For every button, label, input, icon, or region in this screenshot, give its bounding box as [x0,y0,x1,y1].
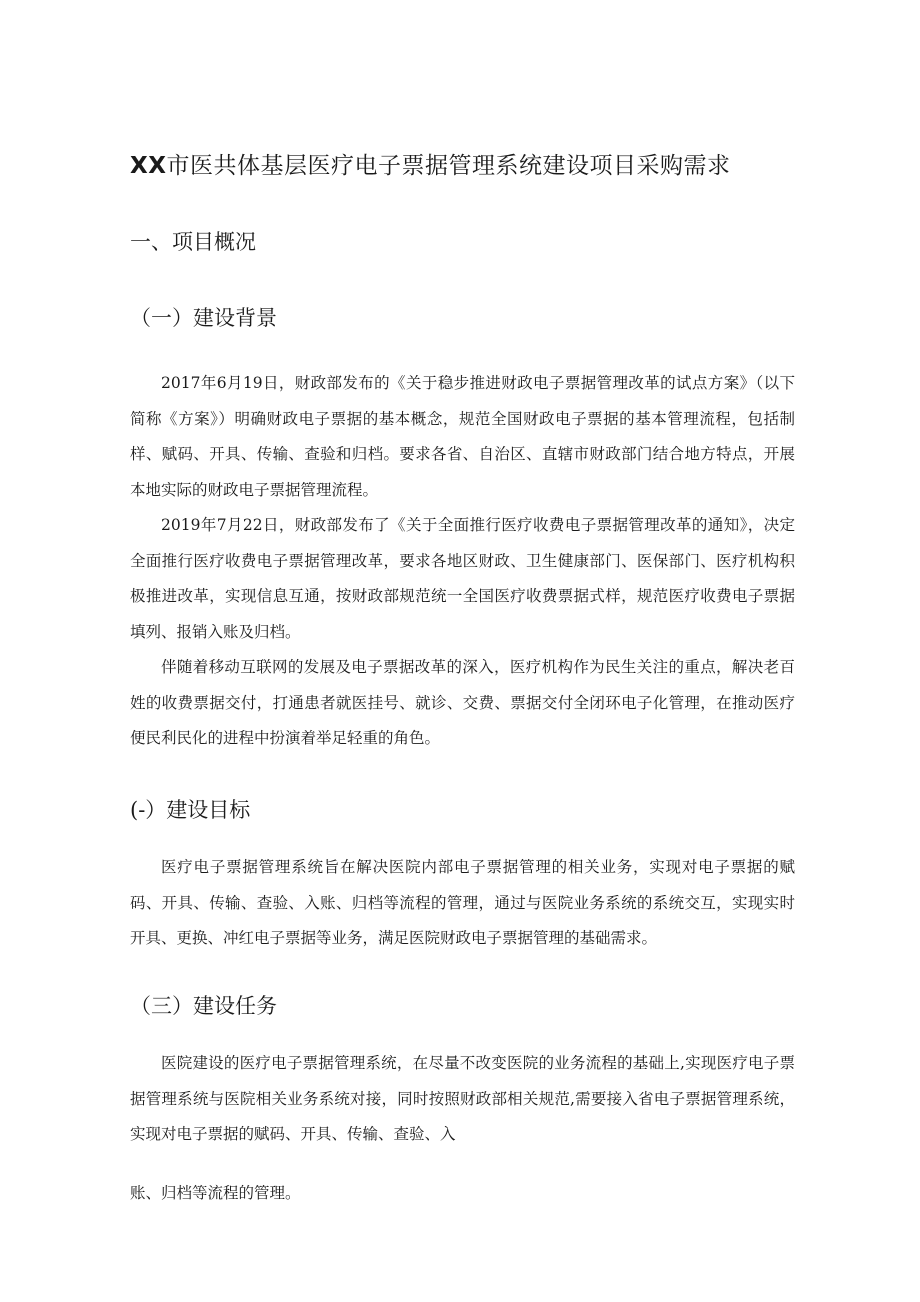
background-paragraph-3: 伴随着移动互联网的发展及电子票据改革的深入，医疗机构作为民生关注的重点，解决老百姓的收费票据交付，打通患者就医挂号、就诊、交费、票据交付全闭环电子化管理，在推动医疗便民利民化的进程中扮演着举足轻重的角色。 [130,658,795,747]
background-paragraph-2: 2019年7月22日，财政部发布了《关于全面推行医疗收费电子票据管理改革的通知》，决定全面推行医疗收费电子票据管理改革，要求各地区财政、卫生健康部门、医保部门、医疗机构积极推进改革，实现信息互通，按财政部规范统一全国医疗收费票据式样，规范医疗收费电子票据填列、报销入账及归档。 [130,516,795,641]
goals-paragraph: 医疗电子票据管理系统旨在解决医院内部电子票据管理的相关业务，实现对电子票据的赋码、开具、传输、查验、入账、归档等流程的管理，通过与医院业务系统的系统交互，实现实时开具、更换、冲红电子票据等业务，满足医院财政电子票据管理的基础需求。 [130,858,795,947]
document-title [130,150,810,182]
subsection-heading-background: （一）建设背景 [130,306,277,330]
tasks-paragraph-tail: 账、归档等流程的管理。 [130,1184,301,1202]
title-prefix: XX [130,153,167,179]
title-text: 市医共体基层医疗电子票据管理系统建设项目采购需求 [166,153,731,179]
tasks-paragraph: 医院建设的医疗电子票据管理系统，在尽量不改变医院的业务流程的基础上,实现医疗电子票据管理系统与医院相关业务系统对接，同时按照财政部相关规范,需要接入省电子票据管理系统，实现对电子票据的赋码、开具、传输、查验、入 [130,1054,795,1143]
subsection-heading-goals: (-）建设目标 [130,798,251,822]
background-paragraph-1: 2017年6月19日，财政部发布的《关于稳步推进财政电子票据管理改革的试点方案》（以下简称《方案》）明确财政电子票据的基本概念，规范全国财政电子票据的基本管理流程，包括制样、赋码、开具、传输、查验和归档。要求各省、自治区、直辖市财政部门结合地方特点，开展本地实际的财政电子票据管理流程。 [130,374,795,499]
subsection-heading-tasks: （三）建设任务 [130,994,277,1018]
section-heading-overview: 一、项目概况 [130,230,256,254]
